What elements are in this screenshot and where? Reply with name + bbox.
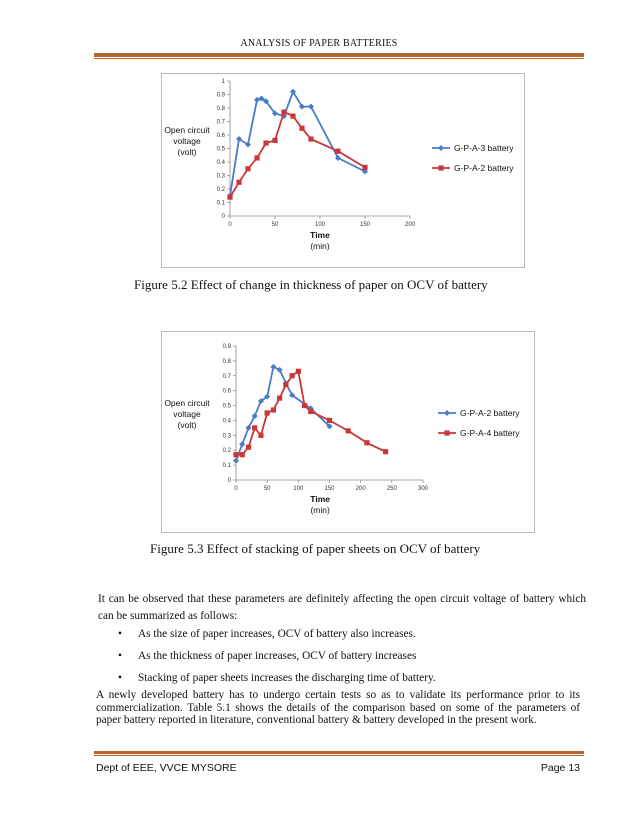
y-axis-title: (volt) [177,420,197,430]
y-tick-label: 0.2 [222,448,231,455]
data-point [277,396,282,401]
data-point [240,452,245,457]
data-point [281,109,286,114]
y-tick-label: 0.7 [216,119,225,126]
footer-department: Dept of EEE, VVCE MYSORE [96,762,237,774]
data-point [265,410,270,415]
x-axis-title: Time [310,494,330,504]
footer-rule [94,751,584,754]
y-tick-label: 0.9 [216,92,225,99]
footer-rule-thin [94,755,584,756]
data-point [327,418,332,423]
x-tick-label: 0 [228,222,232,228]
data-point [383,449,388,454]
running-header: ANALYSIS OF PAPER BATTERIES [240,38,398,49]
data-point [299,126,304,131]
figure-5-3-svg [162,332,534,532]
figure-5-2-caption: Figure 5.2 Effect of change in thickness of paper on OCV of battery [134,277,488,292]
x-tick-label: 100 [293,486,304,492]
data-point [308,136,313,141]
data-point [271,407,276,412]
data-point [263,141,268,146]
figure-5-2-chart [161,73,525,268]
bullet-mark: • [118,650,122,662]
data-point [277,367,283,373]
data-point [335,149,340,154]
y-tick-label: 0.4 [222,418,231,425]
y-axis-title: Open circuit [164,125,210,135]
data-point [290,373,295,378]
data-point [252,425,257,430]
data-point [364,440,369,445]
legend-label: G-P-A-2 battery [454,163,514,173]
bullet-text: As the thickness of paper increases, OCV of battery increases [138,650,417,662]
x-tick-label: 200 [355,486,366,492]
y-tick-label: 0.5 [222,403,231,410]
x-tick-label: 150 [359,222,371,228]
data-point [246,445,251,450]
y-tick-label: 0.8 [216,106,225,112]
data-point [227,195,232,200]
figure-5-3-chart [161,331,535,533]
y-axis-title: voltage [173,136,201,146]
figure-5-3-caption: Figure 5.3 Effect of stacking of paper sheets on OCV of battery [150,541,481,556]
data-point [308,409,313,414]
data-point [233,452,238,457]
data-point [245,166,250,171]
data-point [290,114,295,119]
x-tick-label: 50 [271,222,279,228]
data-point [302,403,307,408]
conclusion-paragraph: A newly developed battery has to undergo certain tests so as to validate its performance prior to its commercialization. Table 5.1 shows the details of the comparison based on some of the parameters of paper battery reported in literature, conventional battery & battery developed in the present work. [96,689,580,726]
y-tick-label: 1 [221,79,225,85]
series-line-2 [230,112,365,197]
data-point [236,180,241,185]
x-axis-title: (min) [310,241,330,251]
legend-marker [444,430,449,435]
data-point [272,138,277,143]
bullet-text: As the size of paper increases, OCV of battery also increases. [138,628,416,640]
data-point [362,165,367,170]
legend-marker [438,165,443,170]
x-axis-title: (min) [310,505,330,515]
bullet-mark: • [118,628,122,640]
y-axis-title: (volt) [177,147,197,157]
y-tick-label: 0.7 [222,373,231,380]
figure-5-2-svg [162,74,524,267]
data-point [239,441,245,447]
legend-marker [444,410,450,416]
bullet-item [118,650,416,662]
bullet-item [118,628,416,640]
data-point [254,155,259,160]
intro-paragraph: It can be observed that these parameters are definitely affecting the open circuit voltage of battery which can be summarized as follows: [98,593,586,622]
bullet-text: Stacking of paper sheets increases the discharging time of battery. [138,672,436,684]
y-axis-title: Open circuit [164,398,210,408]
y-tick-label: 0.1 [222,463,231,470]
y-axis-title: voltage [173,409,201,419]
header-rule [94,53,584,57]
y-tick-label: 0 [227,478,231,484]
y-tick-label: 0.9 [222,344,231,350]
x-tick-label: 250 [386,486,397,492]
y-tick-label: 0.6 [222,388,231,395]
footer-page-number: Page 13 [540,762,580,774]
data-point [258,433,263,438]
data-point [252,413,258,419]
bullet-item [118,672,436,684]
y-tick-label: 0.6 [216,133,225,139]
y-tick-label: 0.2 [216,187,225,193]
legend-label: G-P-A-3 battery [454,143,514,153]
x-axis-title: Time [310,230,330,240]
data-point [270,364,276,370]
x-tick-label: 100 [314,222,326,228]
y-tick-label: 0.8 [222,358,231,365]
bullet-mark: • [118,672,122,684]
y-tick-label: 0.1 [216,200,225,207]
x-tick-label: 150 [324,486,335,492]
legend-label: G-P-A-4 battery [460,428,520,438]
y-tick-label: 0.3 [216,173,225,180]
x-tick-label: 200 [404,222,416,228]
y-tick-label: 0.3 [222,433,231,440]
legend-marker [438,145,444,151]
x-tick-label: 300 [417,486,429,492]
y-tick-label: 0.5 [216,146,225,153]
x-tick-label: 50 [263,486,271,492]
legend-label: G-P-A-2 battery [460,408,520,418]
data-point [346,428,351,433]
x-tick-label: 0 [234,486,238,492]
data-point [254,97,260,103]
data-point [296,369,301,374]
y-tick-label: 0.4 [216,160,225,166]
data-point [233,458,239,464]
header-rule-thin [94,58,584,59]
data-point [283,382,288,387]
y-tick-label: 0 [221,214,225,220]
